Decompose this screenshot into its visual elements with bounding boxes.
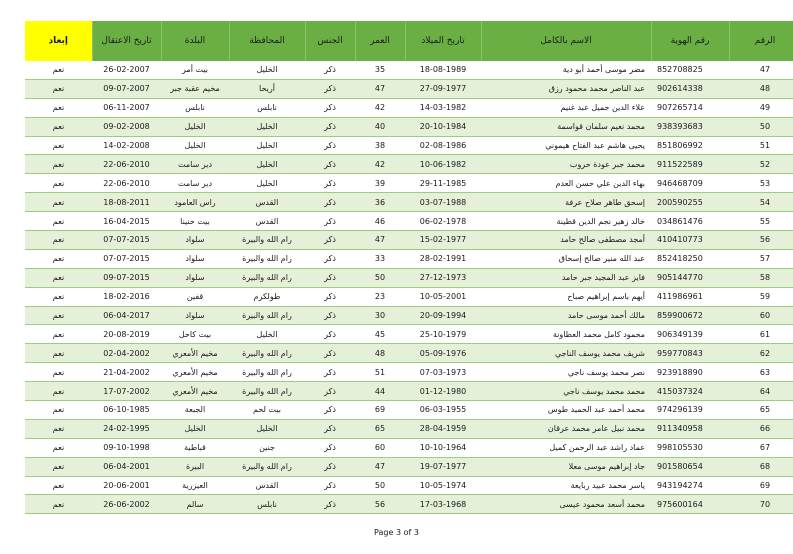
cell-age: 23 [355, 287, 405, 306]
cell-governorate: رام الله والبيرة [229, 249, 305, 268]
cell-town: نابلس [161, 98, 229, 117]
cell-deportation: نعم [25, 231, 92, 250]
cell-arrest-date: 06-04-2017 [92, 306, 161, 325]
cell-id-number: 905144770 [651, 268, 729, 287]
cell-full-name: محمد نعيم سلمان قواسمة [481, 117, 651, 136]
cell-governorate: الخليل [229, 419, 305, 438]
cell-arrest-date: 22-06-2010 [92, 155, 161, 174]
cell-full-name: ياسر محمد عبيد ربايعة [481, 476, 651, 495]
cell-full-name: خالد زهير نجم الدين قطينة [481, 212, 651, 231]
cell-age: 69 [355, 401, 405, 420]
cell-full-name: عماد راشد عبد الرحمن كميل [481, 438, 651, 457]
cell-deportation: نعم [25, 287, 92, 306]
cell-age: 47 [355, 457, 405, 476]
cell-full-name: إسحق طاهر صلاح عرفة [481, 193, 651, 212]
cell-id-number: 410410773 [651, 231, 729, 250]
cell-governorate: الخليل [229, 325, 305, 344]
cell-full-name: جاد إبراهيم موسى معلا [481, 457, 651, 476]
cell-id-number: 901580654 [651, 457, 729, 476]
cell-gender: ذكر [305, 476, 355, 495]
page-footer: Page 3 of 3 [374, 528, 419, 537]
cell-town: مخيم الأمعري [161, 363, 229, 382]
cell-birth-date: 29-11-1985 [405, 174, 481, 193]
cell-governorate: الخليل [229, 117, 305, 136]
cell-deportation: نعم [25, 268, 92, 287]
cell-arrest-date: 24-02-1995 [92, 419, 161, 438]
cell-gender: ذكر [305, 401, 355, 420]
cell-deportation: نعم [25, 174, 92, 193]
header-number: الرقم [729, 21, 793, 61]
cell-birth-date: 27-09-1977 [405, 79, 481, 98]
cell-gender: ذكر [305, 231, 355, 250]
cell-number: 56 [729, 231, 793, 250]
header-id-number: رقم الهوية [651, 21, 729, 61]
cell-full-name: بهاء الدين علي حسن العدم [481, 174, 651, 193]
cell-age: 65 [355, 419, 405, 438]
cell-deportation: نعم [25, 117, 92, 136]
cell-town: مخيم عقبة جبر [161, 79, 229, 98]
header-town: البلدة [161, 21, 229, 61]
cell-birth-date: 10-10-1964 [405, 438, 481, 457]
cell-gender: ذكر [305, 287, 355, 306]
cell-full-name: محمد أحمد عبد الحميد طوس [481, 401, 651, 420]
table-row [25, 117, 793, 136]
cell-deportation: نعم [25, 457, 92, 476]
cell-arrest-date: 16-04-2015 [92, 212, 161, 231]
cell-birth-date: 17-03-1968 [405, 495, 481, 514]
cell-age: 33 [355, 249, 405, 268]
cell-governorate: جنين [229, 438, 305, 457]
cell-governorate: رام الله والبيرة [229, 268, 305, 287]
cell-id-number: 852418250 [651, 249, 729, 268]
cell-deportation: نعم [25, 212, 92, 231]
cell-birth-date: 02-08-1986 [405, 136, 481, 155]
cell-town: راس العامود [161, 193, 229, 212]
cell-deportation: نعم [25, 344, 92, 363]
cell-deportation: نعم [25, 306, 92, 325]
table-row [25, 382, 793, 401]
cell-arrest-date: 26-02-2007 [92, 61, 161, 79]
cell-full-name: مالك أحمد موسى حامد [481, 306, 651, 325]
table-row [25, 268, 793, 287]
cell-id-number: 911340958 [651, 419, 729, 438]
cell-full-name: عبد الناصر محمد محمود رزق [481, 79, 651, 98]
header-full-name: الاسم بالكامل [481, 21, 651, 61]
cell-age: 30 [355, 306, 405, 325]
cell-gender: ذكر [305, 136, 355, 155]
cell-age: 47 [355, 231, 405, 250]
cell-id-number: 938393683 [651, 117, 729, 136]
cell-arrest-date: 06-04-2001 [92, 457, 161, 476]
cell-governorate: الخليل [229, 174, 305, 193]
cell-number: 52 [729, 155, 793, 174]
table-row [25, 174, 793, 193]
cell-id-number: 034861476 [651, 212, 729, 231]
cell-town: الخليل [161, 117, 229, 136]
cell-gender: ذكر [305, 325, 355, 344]
cell-town: سلواد [161, 249, 229, 268]
cell-town: سلواد [161, 231, 229, 250]
cell-gender: ذكر [305, 212, 355, 231]
cell-arrest-date: 26-06-2002 [92, 495, 161, 514]
cell-gender: ذكر [305, 79, 355, 98]
cell-town: مخيم الأمعري [161, 382, 229, 401]
cell-gender: ذكر [305, 495, 355, 514]
cell-governorate: طولكرم [229, 287, 305, 306]
cell-full-name: فايز عبد المجيد جبر حامد [481, 268, 651, 287]
prisoner-table-sheet [25, 21, 776, 514]
cell-number: 66 [729, 419, 793, 438]
cell-full-name: علاء الدين جميل عبد غنيم [481, 98, 651, 117]
cell-town: مخيم الأمعري [161, 344, 229, 363]
cell-deportation: نعم [25, 249, 92, 268]
header-birth-date: تاريخ الميلاد [405, 21, 481, 61]
cell-number: 69 [729, 476, 793, 495]
cell-town: قفين [161, 287, 229, 306]
cell-number: 68 [729, 457, 793, 476]
cell-birth-date: 03-07-1988 [405, 193, 481, 212]
cell-governorate: رام الله والبيرة [229, 344, 305, 363]
cell-id-number: 906349139 [651, 325, 729, 344]
cell-number: 62 [729, 344, 793, 363]
cell-deportation: نعم [25, 382, 92, 401]
cell-governorate: الخليل [229, 61, 305, 79]
cell-deportation: نعم [25, 476, 92, 495]
cell-number: 58 [729, 268, 793, 287]
cell-deportation: نعم [25, 193, 92, 212]
cell-full-name: يحيى هاشم عبد الفتاح هيموني [481, 136, 651, 155]
cell-arrest-date: 18-08-2011 [92, 193, 161, 212]
cell-deportation: نعم [25, 79, 92, 98]
cell-number: 65 [729, 401, 793, 420]
cell-town: الخليل [161, 419, 229, 438]
cell-gender: ذكر [305, 155, 355, 174]
cell-number: 47 [729, 61, 793, 79]
cell-birth-date: 10-05-2001 [405, 287, 481, 306]
cell-deportation: نعم [25, 401, 92, 420]
cell-full-name: مضر موسى أحمد أبو دية [481, 61, 651, 79]
header-deportation: إبعاد [25, 21, 92, 61]
table-row [25, 231, 793, 250]
cell-id-number: 859900672 [651, 306, 729, 325]
cell-gender: ذكر [305, 363, 355, 382]
cell-birth-date: 19-07-1977 [405, 457, 481, 476]
cell-birth-date: 10-05-1974 [405, 476, 481, 495]
cell-full-name: محمد جبر عودة حروب [481, 155, 651, 174]
cell-arrest-date: 09-07-2015 [92, 268, 161, 287]
cell-age: 56 [355, 495, 405, 514]
table-row [25, 457, 793, 476]
table-row [25, 476, 793, 495]
cell-number: 61 [729, 325, 793, 344]
cell-number: 49 [729, 98, 793, 117]
cell-age: 46 [355, 212, 405, 231]
cell-governorate: بيت لحم [229, 401, 305, 420]
cell-town: الخليل [161, 136, 229, 155]
cell-deportation: نعم [25, 419, 92, 438]
cell-full-name: محمد محمد يوسف ناجي [481, 382, 651, 401]
cell-birth-date: 07-03-1973 [405, 363, 481, 382]
cell-town: الجبعة [161, 401, 229, 420]
prisoner-table [25, 21, 793, 514]
cell-gender: ذكر [305, 344, 355, 363]
cell-gender: ذكر [305, 61, 355, 79]
table-row [25, 79, 793, 98]
cell-full-name: محمد نبيل عامر محمد عرقان [481, 419, 651, 438]
table-row [25, 249, 793, 268]
cell-town: قباطية [161, 438, 229, 457]
cell-id-number: 907265714 [651, 98, 729, 117]
cell-number: 70 [729, 495, 793, 514]
cell-age: 36 [355, 193, 405, 212]
cell-arrest-date: 02-04-2002 [92, 344, 161, 363]
table-row [25, 136, 793, 155]
cell-governorate: أريحا [229, 79, 305, 98]
header-gender: الجنس [305, 21, 355, 61]
cell-deportation: نعم [25, 438, 92, 457]
cell-town: دير سامت [161, 155, 229, 174]
cell-number: 67 [729, 438, 793, 457]
cell-deportation: نعم [25, 61, 92, 79]
cell-id-number: 923918890 [651, 363, 729, 382]
cell-number: 57 [729, 249, 793, 268]
table-header-row [25, 21, 793, 61]
cell-age: 42 [355, 98, 405, 117]
cell-age: 44 [355, 382, 405, 401]
cell-birth-date: 14-03-1982 [405, 98, 481, 117]
cell-town: دير سامت [161, 174, 229, 193]
cell-deportation: نعم [25, 325, 92, 344]
cell-number: 59 [729, 287, 793, 306]
table-row [25, 306, 793, 325]
cell-governorate: رام الله والبيرة [229, 231, 305, 250]
table-row [25, 495, 793, 514]
cell-age: 39 [355, 174, 405, 193]
cell-arrest-date: 06-10-1985 [92, 401, 161, 420]
table-row [25, 401, 793, 420]
cell-town: سلواد [161, 306, 229, 325]
cell-town: بيت كاحل [161, 325, 229, 344]
cell-full-name: أمجد مصطفى صالح حامد [481, 231, 651, 250]
cell-arrest-date: 06-11-2007 [92, 98, 161, 117]
cell-id-number: 943194274 [651, 476, 729, 495]
cell-id-number: 998105530 [651, 438, 729, 457]
cell-deportation: نعم [25, 98, 92, 117]
cell-deportation: نعم [25, 136, 92, 155]
cell-gender: ذكر [305, 193, 355, 212]
cell-number: 55 [729, 212, 793, 231]
cell-number: 48 [729, 79, 793, 98]
cell-age: 45 [355, 325, 405, 344]
cell-birth-date: 20-10-1984 [405, 117, 481, 136]
cell-id-number: 975600164 [651, 495, 729, 514]
cell-gender: ذكر [305, 438, 355, 457]
cell-age: 47 [355, 79, 405, 98]
cell-birth-date: 15-02-1977 [405, 231, 481, 250]
cell-id-number: 852708825 [651, 61, 729, 79]
cell-id-number: 959770843 [651, 344, 729, 363]
cell-age: 38 [355, 136, 405, 155]
cell-town: العيزرية [161, 476, 229, 495]
cell-age: 40 [355, 117, 405, 136]
table-body [25, 61, 793, 514]
cell-birth-date: 20-09-1994 [405, 306, 481, 325]
cell-governorate: الخليل [229, 155, 305, 174]
cell-birth-date: 06-03-1955 [405, 401, 481, 420]
cell-arrest-date: 22-06-2010 [92, 174, 161, 193]
cell-age: 51 [355, 363, 405, 382]
cell-arrest-date: 17-07-2002 [92, 382, 161, 401]
cell-arrest-date: 09-07-2007 [92, 79, 161, 98]
header-age: العمر [355, 21, 405, 61]
table-row [25, 363, 793, 382]
cell-id-number: 911522589 [651, 155, 729, 174]
cell-birth-date: 28-04-1959 [405, 419, 481, 438]
cell-town: سلواد [161, 268, 229, 287]
cell-id-number: 415037324 [651, 382, 729, 401]
cell-gender: ذكر [305, 98, 355, 117]
cell-full-name: محمد أسعد محمود عيسى [481, 495, 651, 514]
cell-deportation: نعم [25, 363, 92, 382]
cell-number: 63 [729, 363, 793, 382]
cell-number: 53 [729, 174, 793, 193]
cell-gender: ذكر [305, 419, 355, 438]
cell-deportation: نعم [25, 495, 92, 514]
cell-arrest-date: 07-07-2015 [92, 231, 161, 250]
cell-deportation: نعم [25, 155, 92, 174]
cell-id-number: 200590255 [651, 193, 729, 212]
cell-governorate: رام الله والبيرة [229, 306, 305, 325]
cell-gender: ذكر [305, 268, 355, 287]
cell-birth-date: 25-10-1979 [405, 325, 481, 344]
table-row [25, 98, 793, 117]
cell-number: 54 [729, 193, 793, 212]
cell-gender: ذكر [305, 174, 355, 193]
cell-gender: ذكر [305, 117, 355, 136]
header-arrest-date: تاريخ الاعتقال [92, 21, 161, 61]
cell-full-name: محمود كامل محمد العطاونة [481, 325, 651, 344]
cell-full-name: نصر محمد يوسف ناجي [481, 363, 651, 382]
cell-governorate: نابلس [229, 98, 305, 117]
cell-arrest-date: 09-02-2008 [92, 117, 161, 136]
cell-number: 64 [729, 382, 793, 401]
cell-full-name: عبد الله منير صالح إسحاق [481, 249, 651, 268]
cell-age: 35 [355, 61, 405, 79]
table-row [25, 193, 793, 212]
cell-governorate: نابلس [229, 495, 305, 514]
cell-id-number: 902614338 [651, 79, 729, 98]
cell-age: 42 [355, 155, 405, 174]
cell-governorate: القدس [229, 476, 305, 495]
cell-gender: ذكر [305, 382, 355, 401]
cell-governorate: القدس [229, 212, 305, 231]
cell-town: سالم [161, 495, 229, 514]
cell-id-number: 946468709 [651, 174, 729, 193]
cell-town: البيرة [161, 457, 229, 476]
table-row [25, 212, 793, 231]
cell-birth-date: 27-12-1973 [405, 268, 481, 287]
header-governorate: المحافظة [229, 21, 305, 61]
cell-gender: ذكر [305, 249, 355, 268]
cell-gender: ذكر [305, 457, 355, 476]
table-row [25, 325, 793, 344]
cell-arrest-date: 14-02-2008 [92, 136, 161, 155]
cell-id-number: 974296139 [651, 401, 729, 420]
table-row [25, 155, 793, 174]
cell-id-number: 851806992 [651, 136, 729, 155]
cell-arrest-date: 18-02-2016 [92, 287, 161, 306]
cell-governorate: رام الله والبيرة [229, 382, 305, 401]
cell-birth-date: 01-12-1980 [405, 382, 481, 401]
cell-arrest-date: 21-04-2002 [92, 363, 161, 382]
cell-gender: ذكر [305, 306, 355, 325]
cell-age: 50 [355, 476, 405, 495]
cell-number: 50 [729, 117, 793, 136]
table-row [25, 438, 793, 457]
cell-governorate: رام الله والبيرة [229, 457, 305, 476]
cell-birth-date: 06-02-1978 [405, 212, 481, 231]
table-row [25, 344, 793, 363]
cell-governorate: الخليل [229, 136, 305, 155]
cell-full-name: أيهم باسم إبراهيم صباح [481, 287, 651, 306]
cell-governorate: القدس [229, 193, 305, 212]
cell-age: 50 [355, 268, 405, 287]
cell-number: 51 [729, 136, 793, 155]
cell-arrest-date: 09-10-1998 [92, 438, 161, 457]
cell-full-name: شريف محمد يوسف الناجي [481, 344, 651, 363]
cell-arrest-date: 20-06-2001 [92, 476, 161, 495]
cell-arrest-date: 20-08-2019 [92, 325, 161, 344]
cell-governorate: رام الله والبيرة [229, 363, 305, 382]
cell-birth-date: 28-02-1991 [405, 249, 481, 268]
cell-age: 48 [355, 344, 405, 363]
cell-town: بيت حنينا [161, 212, 229, 231]
table-row [25, 287, 793, 306]
cell-birth-date: 18-08-1989 [405, 61, 481, 79]
cell-birth-date: 10-06-1982 [405, 155, 481, 174]
cell-age: 60 [355, 438, 405, 457]
cell-birth-date: 05-09-1976 [405, 344, 481, 363]
table-row [25, 61, 793, 79]
cell-town: بيت أمر [161, 61, 229, 79]
table-row [25, 419, 793, 438]
cell-arrest-date: 07-07-2015 [92, 249, 161, 268]
cell-number: 60 [729, 306, 793, 325]
cell-id-number: 411986961 [651, 287, 729, 306]
